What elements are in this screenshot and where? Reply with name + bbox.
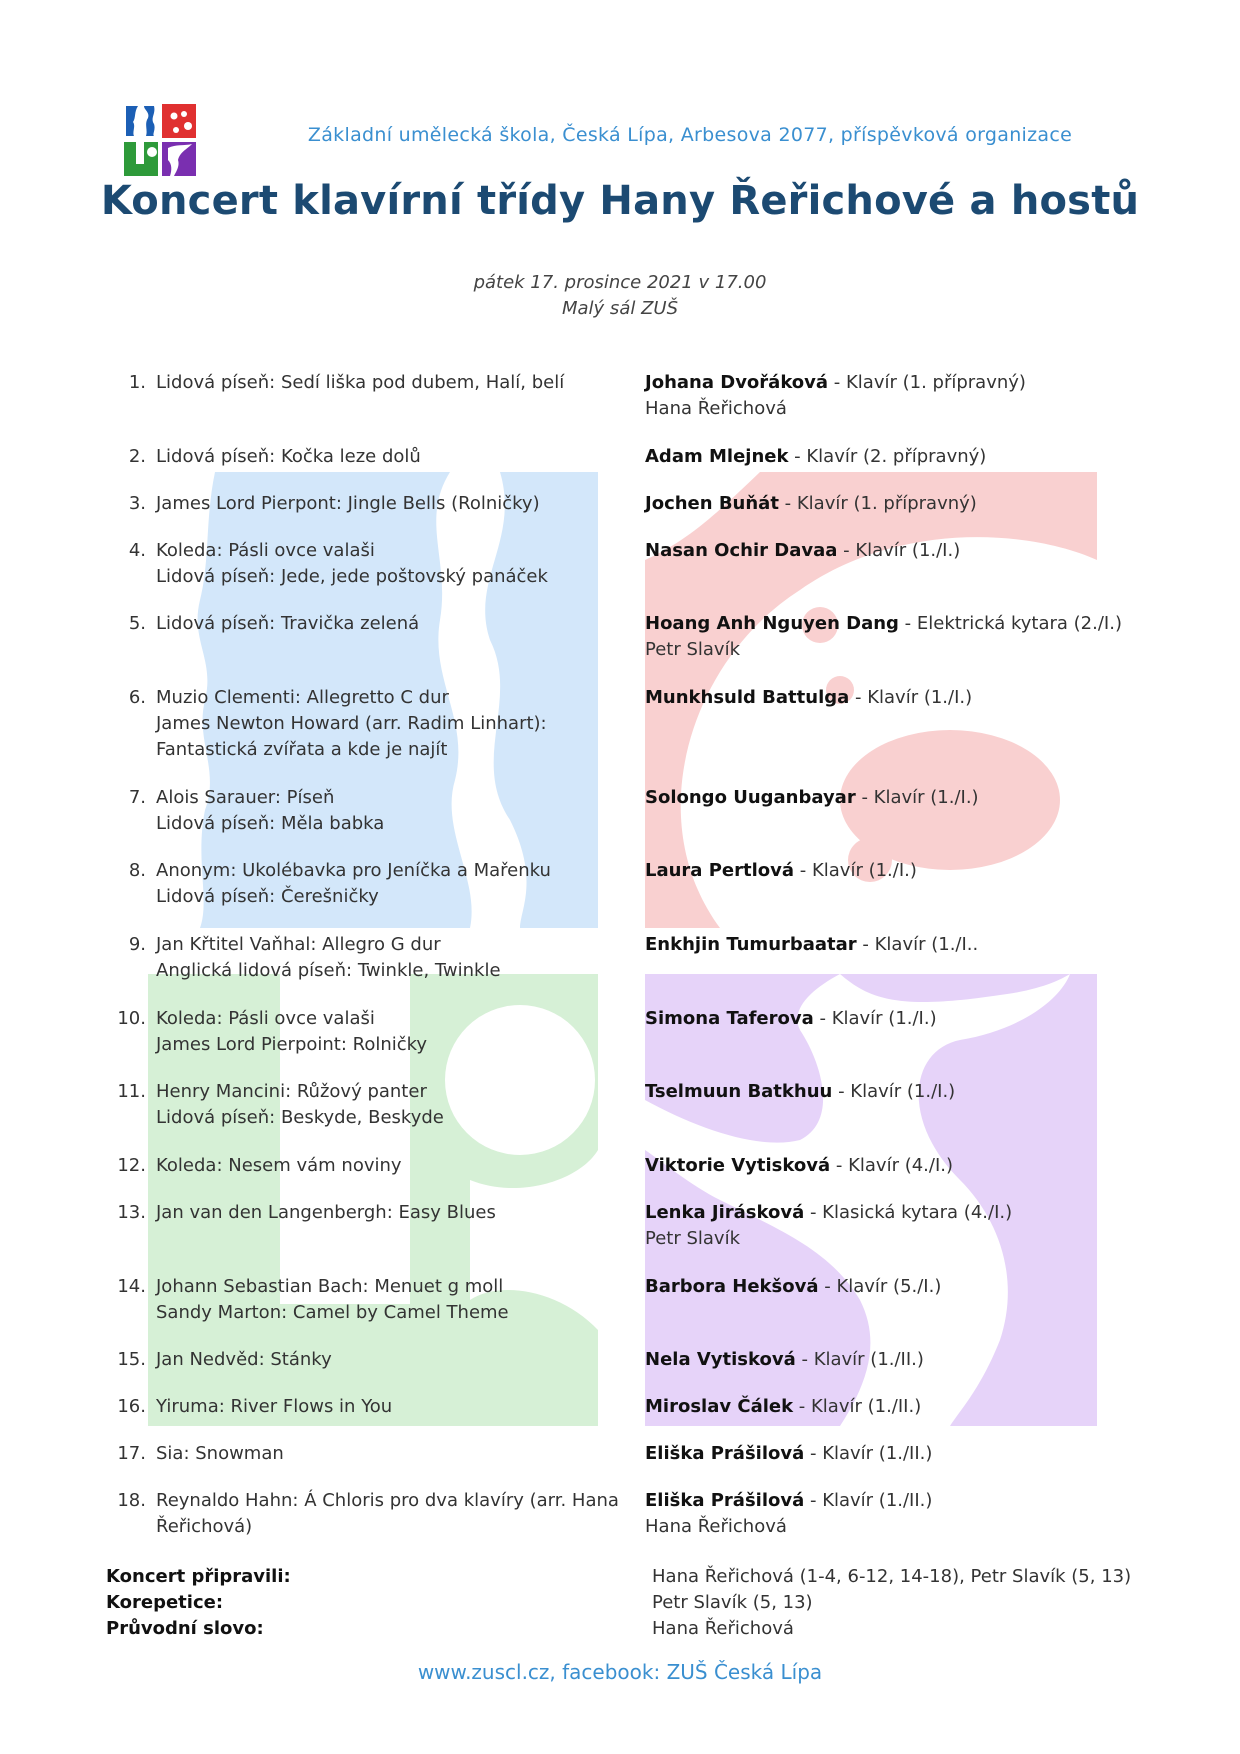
accompanist: Hana Řeřichová — [645, 398, 787, 419]
performer-name: Lenka Jirásková — [645, 1202, 805, 1223]
program-number: 10. — [117, 1008, 146, 1029]
program-pieces — [156, 444, 726, 470]
performer-name: Jochen Buňát — [645, 493, 779, 514]
performer-name: Tselmuun Batkhuu — [645, 1081, 833, 1102]
program-number: 5. — [128, 613, 146, 634]
program-performer — [645, 932, 1165, 958]
footer-web[interactable]: www.zuscl.cz, facebook: ZUŠ Česká Lípa — [417, 1660, 823, 1684]
performer-name: Viktorie Vytisková — [645, 1155, 831, 1176]
credit-value: Hana Řeřichová — [652, 1618, 794, 1639]
piece-title: Yiruma: River Flows in You — [156, 1396, 393, 1417]
performer-name: Eliška Prášilová — [645, 1490, 805, 1511]
performer-name: Solongo Uuganbayar — [645, 787, 856, 808]
program-performer — [645, 611, 1165, 663]
piece-title: Lidová píseň: Beskyde, Beskyde — [156, 1107, 444, 1128]
performer-instrument: - Elektrická kytara (2./I.) — [898, 613, 1122, 634]
program-pieces — [156, 1347, 726, 1373]
program-number: 12. — [117, 1155, 146, 1176]
performer-instrument: - Klavír (1. přípravný) — [828, 372, 1026, 393]
performer-instrument: - Klavír (2. přípravný) — [788, 446, 987, 467]
performer-instrument: - Klavír (1./II.) — [793, 1396, 922, 1417]
program-performer — [645, 491, 1165, 517]
performer-instrument: - Klavír (1./I.) — [794, 860, 917, 881]
program-performer — [645, 444, 1165, 470]
piece-title: Lidová píseň: Travička zelená — [156, 613, 420, 634]
program-pieces — [156, 685, 726, 763]
credit-label: Průvodní slovo: — [106, 1618, 264, 1639]
performer-name: Simona Taferova — [645, 1008, 814, 1029]
credit-value: Hana Řeřichová (1-4, 6-12, 14-18), Petr Slavík (5, 13) — [652, 1566, 1132, 1587]
piece-title: Fantastická zvířata a kde je najít — [156, 739, 448, 760]
piece-title: James Lord Pierpont: Jingle Bells (Rolničky) — [156, 493, 540, 514]
program-pieces — [156, 1079, 726, 1131]
program-number: 14. — [117, 1276, 146, 1297]
piece-title: Jan Křtitel Vaňhal: Allegro G dur — [156, 934, 441, 955]
performer-instrument: - Klavír (1./I.) — [855, 787, 979, 808]
piece-title: Sia: Snowman — [156, 1443, 284, 1464]
performer-instrument: - Klavír (1./I.) — [813, 1008, 937, 1029]
program-number: 18. — [117, 1490, 146, 1511]
program-number: 1. — [128, 372, 146, 393]
program-performer — [645, 538, 1165, 564]
program-pieces — [156, 932, 726, 984]
program-performer — [645, 1347, 1165, 1373]
program-pieces — [156, 785, 726, 837]
piece-title: Koleda: Pásli ovce valaši — [156, 540, 375, 561]
program-number: 8. — [128, 860, 146, 881]
piece-title: Reynaldo Hahn: Á Chloris pro dva klavíry (arr. Hana — [156, 1490, 619, 1511]
concert-date: pátek 17. prosince 2021 v 17.00 — [473, 272, 767, 293]
performer-name: Nasan Ochir Davaa — [645, 540, 838, 561]
piece-title: Anonym: Ukolébavka pro Jeníčka a Mařenku — [156, 860, 551, 881]
accompanist: Hana Řeřichová — [645, 1516, 787, 1537]
performer-name: Nela Vytisková — [645, 1349, 796, 1370]
program-performer — [645, 1200, 1165, 1252]
piece-title: James Lord Pierpoint: Rolničky — [156, 1034, 428, 1055]
program-pieces — [156, 1153, 726, 1179]
piece-title: Lidová píseň: Kočka leze dolů — [156, 446, 421, 467]
program-performer — [645, 1079, 1165, 1105]
page-title: Koncert klavírní třídy Hany Řeřichové a hostů — [100, 178, 1140, 224]
program-performer — [645, 1153, 1165, 1179]
performer-instrument: - Klavír (1./I.) — [849, 687, 973, 708]
program-pieces — [156, 370, 726, 396]
program-number: 3. — [128, 493, 146, 514]
piece-title: Alois Sarauer: Píseň — [156, 787, 335, 808]
piece-title: Lidová píseň: Sedí liška pod dubem, Halí, belí — [156, 372, 565, 393]
program-number: 2. — [128, 446, 146, 467]
program-number: 16. — [117, 1396, 146, 1417]
performer-instrument: - Klavír (5./I.) — [818, 1276, 942, 1297]
program-pieces — [156, 1200, 726, 1226]
performer-name: Adam Mlejnek — [645, 446, 789, 467]
piece-title: Muzio Clementi: Allegretto C dur — [156, 687, 449, 708]
program-number: 11. — [117, 1081, 146, 1102]
performer-name: Laura Pertlová — [645, 860, 795, 881]
program-number: 4. — [128, 540, 146, 561]
performer-instrument: - Klavír (1./II.) — [804, 1443, 933, 1464]
program-performer — [645, 785, 1165, 811]
program-number: 9. — [128, 934, 146, 955]
performer-name: Munkhsuld Battulga — [645, 687, 850, 708]
piece-title: Johann Sebastian Bach: Menuet g moll — [156, 1276, 504, 1297]
concert-venue: Malý sál ZUŠ — [562, 298, 678, 319]
school-name: Základní umělecká škola, Česká Lípa, Arbesova 2077, příspěvková organizace — [307, 124, 1073, 146]
program-performer — [645, 1274, 1165, 1300]
piece-title: Jan van den Langenbergh: Easy Blues — [156, 1202, 496, 1223]
performer-name: Johana Dvořáková — [645, 372, 829, 393]
performer-instrument: - Klasická kytara (4./I.) — [804, 1202, 1013, 1223]
program-performer — [645, 1441, 1165, 1467]
piece-title: Jan Nedvěd: Stánky — [156, 1349, 332, 1370]
program-pieces — [156, 1394, 726, 1420]
program-performer — [645, 1488, 1165, 1540]
program-pieces — [156, 611, 726, 637]
credit-label: Koncert připravili: — [106, 1566, 291, 1587]
school-logo — [124, 104, 196, 176]
performer-instrument: - Klavír (1. přípravný) — [778, 493, 977, 514]
accompanist: Petr Slavík — [645, 1228, 741, 1249]
program-performer — [645, 685, 1165, 711]
program-pieces — [156, 1441, 726, 1467]
performer-instrument: - Klavír (1./I.) — [837, 540, 961, 561]
performer-name: Miroslav Čálek — [645, 1396, 794, 1417]
piece-title: Lidová píseň: Čerešničky — [156, 886, 379, 907]
program-number: 15. — [117, 1349, 146, 1370]
performer-name: Barbora Hekšová — [645, 1276, 819, 1297]
program-performer — [645, 1394, 1165, 1420]
program-number: 6. — [128, 687, 146, 708]
program-pieces — [156, 1274, 726, 1326]
piece-title: Koleda: Nesem vám noviny — [156, 1155, 402, 1176]
program-number: 17. — [117, 1443, 146, 1464]
program-pieces — [156, 491, 726, 517]
piece-title: Koleda: Pásli ovce valaši — [156, 1008, 375, 1029]
piece-title: Lidová píseň: Jede, jede poštovský panáček — [156, 566, 548, 587]
piece-title: Sandy Marton: Camel by Camel Theme — [156, 1302, 509, 1323]
piece-title: Henry Mancini: Růžový panter — [156, 1081, 427, 1102]
credit-value: Petr Slavík (5, 13) — [652, 1592, 813, 1613]
performer-name: Enkhjin Tumurbaatar — [645, 934, 857, 955]
program-performer — [645, 858, 1165, 884]
performer-instrument: - Klavír (1./I.. — [856, 934, 979, 955]
program-performer — [645, 1006, 1165, 1032]
credit-label: Korepetice: — [106, 1592, 224, 1613]
program-number: 7. — [128, 787, 146, 808]
performer-name: Eliška Prášilová — [645, 1443, 805, 1464]
performer-instrument: - Klavír (1./II.) — [795, 1349, 924, 1370]
program-pieces — [156, 538, 726, 590]
piece-title: Lidová píseň: Měla babka — [156, 813, 385, 834]
performer-name: Hoang Anh Nguyen Dang — [645, 613, 899, 634]
program-number: 13. — [117, 1202, 146, 1223]
accompanist: Petr Slavík — [645, 639, 741, 660]
piece-title: James Newton Howard (arr. Radim Linhart): — [156, 713, 547, 734]
piece-title: Anglická lidová píseň: Twinkle, Twinkle — [156, 960, 501, 981]
program-pieces — [156, 1006, 726, 1058]
performer-instrument: - Klavír (4./I.) — [830, 1155, 954, 1176]
program-pieces — [156, 858, 726, 910]
performer-instrument: - Klavír (1./I.) — [832, 1081, 956, 1102]
program-pieces — [156, 1488, 726, 1540]
piece-title: Řeřichová) — [156, 1516, 253, 1537]
performer-instrument: - Klavír (1./II.) — [804, 1490, 933, 1511]
program-performer — [645, 370, 1165, 422]
